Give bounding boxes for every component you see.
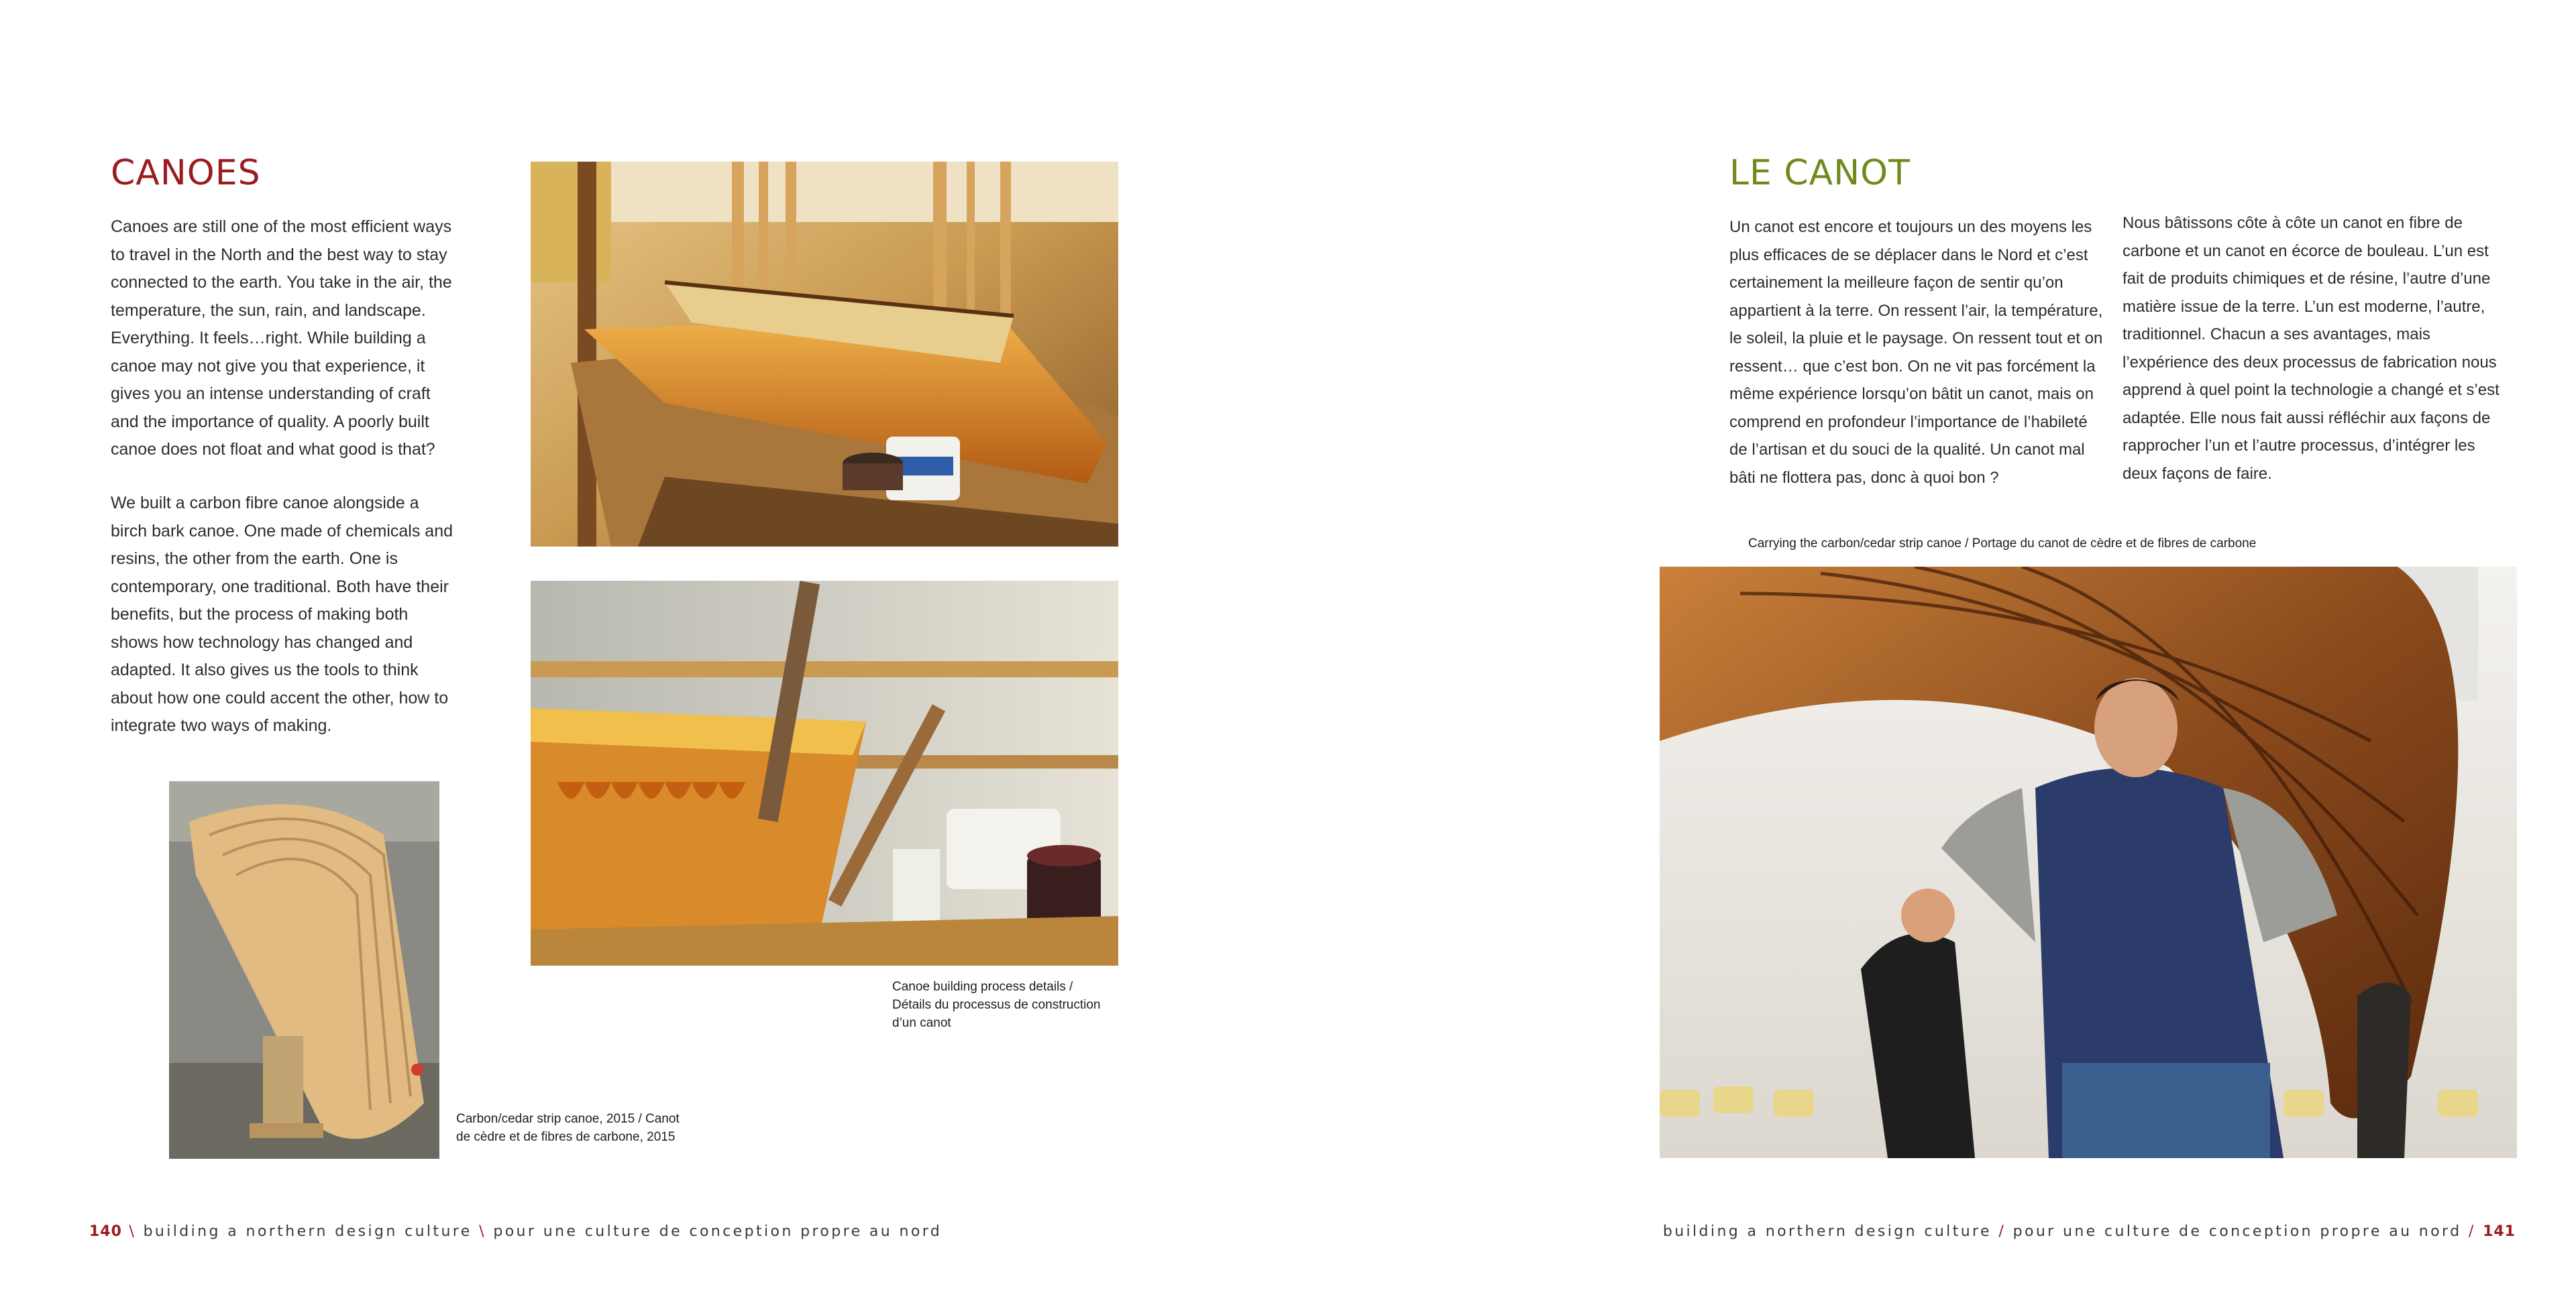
caption-process-details: Canoe building process details / Détails du processus de construction d’un canot: [892, 980, 1101, 1030]
footer-right: [1663, 1223, 2516, 1240]
footer-left: [89, 1223, 942, 1240]
footer-text-fr-left: pour une culture de conception propre au nord: [493, 1223, 943, 1240]
page-number-left: 140: [89, 1223, 122, 1240]
heading-le-canot: LE CANOT: [1729, 153, 1911, 193]
footer-text-en-left: building a northern design culture: [143, 1223, 472, 1240]
footer-separator-right-2: /: [2468, 1223, 2476, 1240]
footer-separator-right-1: /: [1998, 1223, 2006, 1240]
photo-cedar-strip-canoe: [169, 781, 439, 1159]
footer-separator-left-2: \: [479, 1223, 486, 1240]
photo-birchbark-canoe-workbench: [531, 162, 1118, 547]
caption-carrying-canoe: Carrying the carbon/cedar strip canoe / Portage du canot de cèdre et de fibres de carbone: [1748, 536, 2257, 551]
photo-carrying-canoe: [1660, 567, 2517, 1158]
body-paragraph-2: We built a carbon fibre canoe alongside a birch bark canoe. One made of chemicals and resins, the other from the earth. One is contemporary, one traditional. Both have their benefits, but the process of making both shows how technology has changed and adapted. It also gives us the tools to think about how one could accent the other, how to integrate two ways of making.: [111, 494, 453, 735]
footer-text-fr-right: pour une culture de conception propre au nord: [2012, 1223, 2462, 1240]
body-paragraph-1: Canoes are still one of the most efficient ways to travel in the North and the best way to stay connected to the earth. You take in the air, the temperature, the sun, rain, and landscape. Everything. It feels…right. While building a canoe may not give you that experience, it gives you an intense understanding of craft and the importance of quality. A poorly built canoe does not float and what good is that?: [111, 217, 452, 459]
body-paragraph-fr-2: Nous bâtissons côte à côte un canot en fibre de carbone et un canot en écorce de bouleau. L’un est fait de produits chimiques et de résine, l’autre d’une matière issue de la terre. L’un est moderne, l’autre, traditionnel. Chacun a ses avantages, mais l’expérience des deux processus de fabrication nous apprend à quel point la technologie a changé et s’est adaptée. Elle nous fait aussi réfléchir aux façons de rapprocher l’un et l’autre processus, d’intégrer les deux façons de faire.: [2123, 214, 2500, 483]
footer-separator-left-1: \: [129, 1223, 137, 1240]
footer-text-en-right: building a northern design culture: [1662, 1223, 1992, 1240]
page-number-right: 141: [2483, 1223, 2516, 1240]
body-paragraph-fr-1: Un canot est encore et toujours un des moyens les plus efficaces de se déplacer dans le Nord et c’est certainement la meilleure façon de sentir qu’on appartient à la terre. On ressent l’air, la température, le soleil, la pluie et le paysage. On ressent tout et on ressent… que c’est bon. On ne vit pas forcément la même expérience lorsqu’on bâtit un canot, mais on comprend en profondeur l’importance de l’habileté de l’artisan et du souci de la qualité. Un canot mal bâti ne flottera pas, donc à quoi bon ?: [1729, 218, 2103, 487]
caption-strip-canoe: Carbon/cedar strip canoe, 2015 / Canot de cèdre et de fibres de carbone, 2015: [456, 1112, 680, 1144]
heading-canoes: CANOES: [111, 153, 261, 193]
photo-canoe-gunwale-detail: [531, 581, 1118, 966]
